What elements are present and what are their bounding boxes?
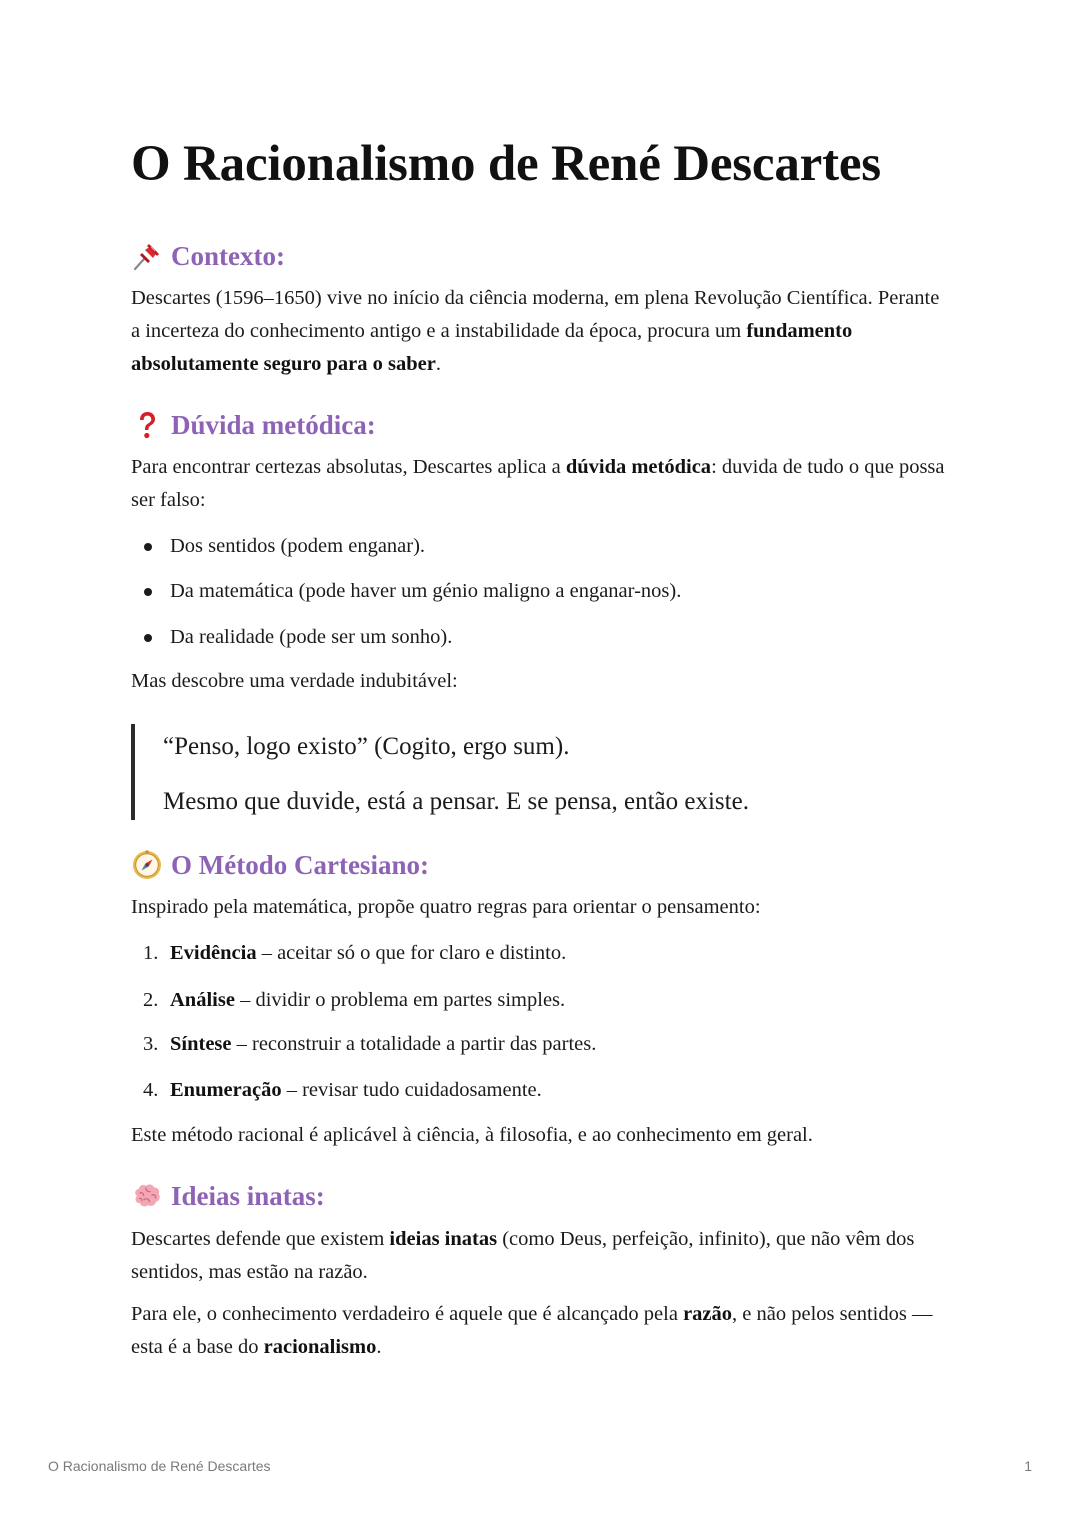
section-heading-label: Ideias inatas:: [171, 1181, 325, 1211]
section-heading-label: Dúvida metódica:: [171, 410, 376, 440]
paragraph-text: Descartes (1596–1650) vive no início da ciência moderna, em plena Revolução Científica. Perante a incerteza do conhecimento antigo e a instabilidade da época, procura um: [131, 287, 940, 342]
paragraph-text: : duvida de tudo o que possa ser falso:: [131, 456, 945, 511]
quote-line: “Penso, logo existo” (Cogito, ergo sum).: [163, 733, 570, 760]
section-heading-metodo: [131, 848, 429, 882]
paragraph-contexto: [131, 282, 951, 381]
list-item-text: [170, 1074, 542, 1107]
rule-term: Enumeração: [170, 1079, 282, 1101]
section-heading-label: Contexto:: [171, 241, 285, 271]
blockquote-cogito: [131, 724, 955, 820]
list-item-text: [170, 937, 566, 970]
bullet-icon: [144, 634, 152, 642]
quote-line: Mesmo que duvide, está a pensar. E se pensa, então existe.: [163, 788, 749, 815]
section-heading-contexto: [131, 239, 285, 273]
paragraph-ideias-1: [131, 1223, 951, 1289]
rule-term: Análise: [170, 989, 235, 1011]
paragraph-duvida-conclusion: Mas descobre uma verdade indubitável:: [131, 670, 458, 692]
rule-description: – dividir o problema em partes simples.: [234, 989, 566, 1011]
bold-text: fundamento absolutamente seguro para o saber: [131, 320, 853, 375]
paragraph-ideias-2: [131, 1298, 951, 1364]
rule-description: – aceitar só o que for claro e distinto.: [256, 942, 567, 964]
list-number: 4.: [143, 1079, 159, 1101]
paragraph-text: .: [435, 353, 441, 375]
bold-text: racionalismo: [263, 1336, 377, 1358]
compass-icon: [131, 849, 163, 881]
paragraph-text: Descartes defende que existem: [131, 1228, 390, 1250]
rule-description: – reconstruir a totalidade a partir das partes.: [231, 1033, 597, 1055]
footer-document-title: O Racionalismo de René Descartes: [48, 1458, 271, 1474]
paragraph-text: Para ele, o conhecimento verdadeiro é aquele que é alcançado pela: [131, 1303, 684, 1325]
paragraph-duvida-intro: [131, 451, 951, 517]
section-heading-ideias: [131, 1179, 325, 1213]
list-number: 1.: [143, 942, 159, 964]
rule-term: Síntese: [170, 1033, 232, 1055]
bold-text: razão: [683, 1303, 733, 1325]
paragraph-text: (como Deus, perfeição, infinito), que não vêm dos sentidos, mas estão na razão.: [131, 1228, 915, 1283]
list-item-text: [170, 984, 565, 1017]
bullet-icon: [144, 543, 152, 551]
bullet-icon: [144, 588, 152, 596]
rule-term: Evidência: [170, 942, 257, 964]
paragraph-text: Para encontrar certezas absolutas, Descartes aplica a: [131, 456, 566, 478]
list-item-text: Da matemática (pode haver um génio maligno a enganar-nos).: [170, 580, 682, 602]
rule-description: – revisar tudo cuidadosamente.: [281, 1079, 542, 1101]
paragraph-text: , e não pelos sentidos — esta é a base do: [131, 1303, 933, 1358]
paragraph-metodo-intro: Inspirado pela matemática, propõe quatro regras para orientar o pensamento:: [131, 896, 761, 918]
bold-text: dúvida metódica: [565, 456, 712, 478]
paragraph-metodo-closing: Este método racional é aplicável à ciência, à filosofia, e ao conhecimento em geral.: [131, 1124, 813, 1146]
list-number: 2.: [143, 989, 159, 1011]
list-item-text: Da realidade (pode ser um sonho).: [170, 626, 453, 648]
list-item-text: [170, 1028, 596, 1061]
section-heading-label: O Método Cartesiano:: [171, 850, 429, 880]
pushpin-icon: [131, 240, 163, 272]
bold-text: ideias inatas: [389, 1228, 498, 1250]
paragraph-text: .: [376, 1336, 382, 1358]
question-mark-icon: [131, 409, 163, 441]
footer-page-number: 1: [1024, 1458, 1032, 1474]
list-item-text: Dos sentidos (podem enganar).: [170, 535, 426, 557]
list-number: 3.: [143, 1033, 159, 1055]
brain-icon: [131, 1180, 163, 1212]
section-heading-duvida: [131, 408, 376, 442]
document-title: O Racionalismo de René Descartes: [131, 136, 881, 192]
